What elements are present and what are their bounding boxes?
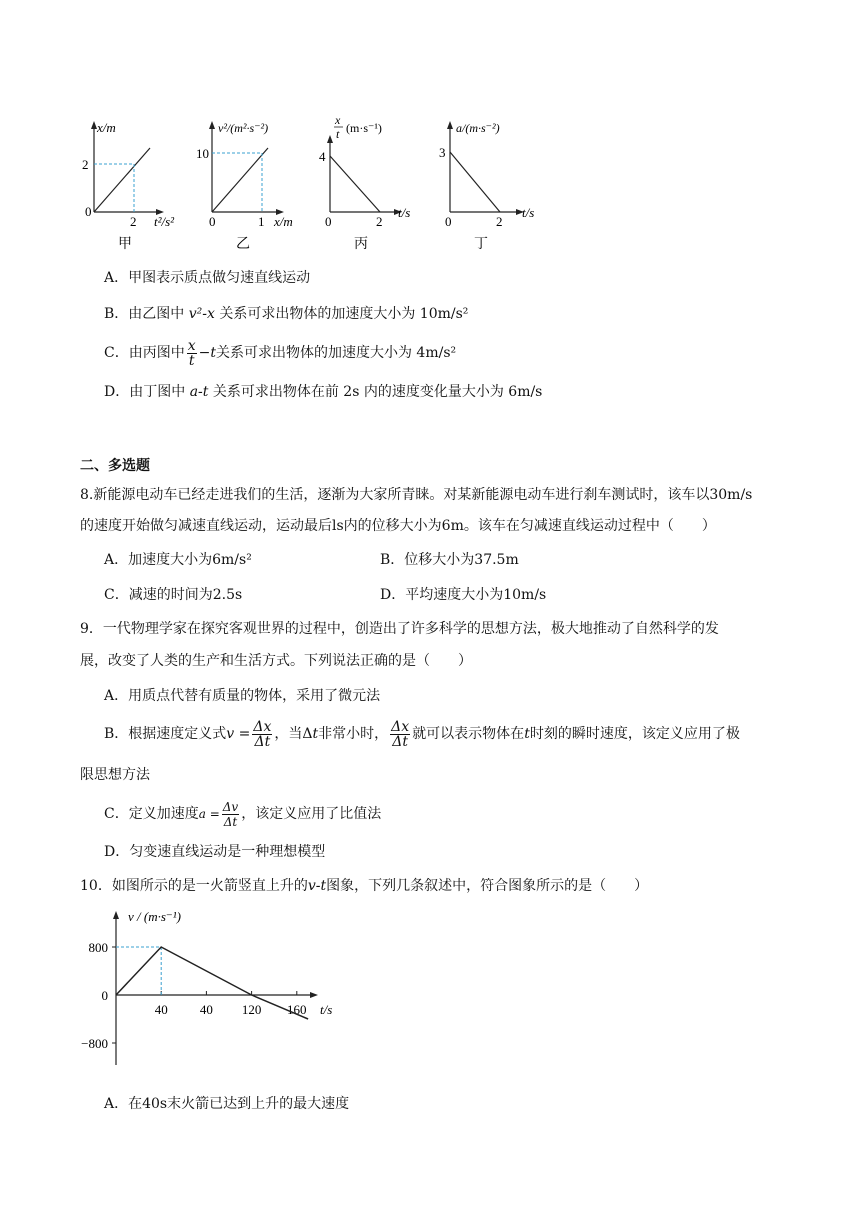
q10-stem-pre: 10．如图所示的是一火箭竖直上升的 <box>80 878 308 894</box>
q7-option-b-var: v²-x <box>188 306 215 322</box>
y-tick-label: 0 <box>101 988 108 1003</box>
q9-option-b-fraction-2 <box>390 720 410 749</box>
chart-x-label: t/s <box>320 1002 333 1017</box>
q8-stem-line1: 8.新能源电动车已经走进我们的生活，逐渐为大家所青睐。对某新能源电动车进行刹车测试时，该车以30m/s <box>80 487 753 503</box>
tick-y: 10 <box>196 146 209 161</box>
graph-ding <box>434 112 544 252</box>
axis-label-x: t/s <box>398 205 411 220</box>
axis-label-y-unit: (m·s⁻¹) <box>346 121 382 135</box>
axis-label-y: a/(m·s⁻²) <box>456 121 500 135</box>
axis-label-y: v²/(m²·s⁻²) <box>218 121 269 135</box>
tick-y: 3 <box>439 145 446 160</box>
q9-stem-line2: 展，改变了人类的生产和生活方式。下列说法正确的是（ ） <box>80 653 472 669</box>
q8-option-d: D．平均速度大小为10m/s <box>380 587 547 603</box>
frac-den: Δt <box>392 733 409 750</box>
q7-option-c-fraction <box>187 339 197 368</box>
frac-num: Δx <box>253 718 272 735</box>
frac-num: x <box>187 337 196 354</box>
tick-origin: 0 <box>445 214 452 229</box>
q8-option-a: A．加速度大小为6m/s² <box>104 552 252 568</box>
y-axis-arrow <box>113 911 119 919</box>
q9-option-b-line2: 限思想方法 <box>80 767 150 783</box>
tick-origin: 0 <box>85 204 92 219</box>
q9-option-c-a: a = <box>198 807 220 821</box>
q9-option-b-v: v = <box>226 726 251 742</box>
graph-bing <box>316 112 426 252</box>
q7-option-c-mid: −t <box>198 345 216 361</box>
q8-stem-line2: 的速度开始做匀减速直线运动，运动最后ls内的位移大小为6m。该车在匀减速直线运动过程中（ ） <box>80 518 716 534</box>
frac-den: Δt <box>254 733 271 750</box>
axis-label-x: t/s <box>522 205 535 220</box>
q9-stem-line1: 9．一代物理学家在探究客观世界的过程中，创造出了许多科学的思想方法，极大地推动了自然科学的发 <box>80 621 719 637</box>
q9-option-b <box>104 716 740 752</box>
x-tick-label: 40 <box>154 1002 168 1017</box>
q8-option-b: B．位移大小为37.5m <box>380 552 519 568</box>
x-tick-label: 40 <box>199 1002 213 1017</box>
q7-option-c-post: 关系可求出物体的加速度大小为 4m/s² <box>215 345 457 361</box>
q9-option-b-t: t <box>312 726 319 742</box>
q10-option-a: A．在40s末火箭已达到上升的最大速度 <box>104 1096 350 1112</box>
graph-yi <box>196 112 316 252</box>
q9-option-a: A．用质点代替有质量的物体，采用了微元法 <box>104 688 381 704</box>
q7-option-b <box>104 304 468 324</box>
q9-option-b-mid3: 就可以表示物体在 <box>412 726 525 742</box>
q9-option-c-pre: C．定义加速度 <box>104 806 199 822</box>
q7-option-c <box>104 336 456 370</box>
axis-label-x: t²/s² <box>154 214 175 229</box>
q9-option-c-post: ，该定义应用了比值法 <box>241 806 382 822</box>
graph-caption: 甲 <box>118 237 132 252</box>
graph-caption: 丁 <box>474 237 488 252</box>
graph-jia <box>78 112 188 252</box>
q7-option-d-var: a-t <box>189 384 209 400</box>
frac-num: Δx <box>391 718 410 735</box>
q10-stem-post: 图象，下列几条叙述中，符合图象所示的是（ ） <box>326 878 649 894</box>
axis-label-y-num: x <box>335 113 341 127</box>
q8-option-c: C．减速的时间为2.5s <box>104 587 243 603</box>
q9-option-b-fraction <box>252 720 272 749</box>
tick-y: 4 <box>319 149 326 164</box>
x-tick-label: 120 <box>241 1002 262 1017</box>
q9-option-c-fraction <box>222 800 239 829</box>
q7-option-d-post: 关系可求出物体在前 2s 内的速度变化量大小为 6m/s <box>208 384 543 400</box>
tick-origin: 0 <box>209 214 216 229</box>
q7-option-b-post: 关系可求出物体的加速度大小为 10m/s² <box>214 306 469 322</box>
tick-x: 2 <box>130 214 137 229</box>
q9-option-c <box>104 797 381 831</box>
tick-origin: 0 <box>325 214 332 229</box>
frac-den: t <box>188 352 195 369</box>
q7-option-d-pre: D．由丁图中 <box>104 384 190 400</box>
x-tick-label: 160 <box>287 1002 307 1017</box>
y-tick-label: 800 <box>88 940 108 955</box>
q10-stem <box>80 876 648 896</box>
tick-y: 2 <box>82 157 89 172</box>
q9-option-b-mid2: 非常小时， <box>318 726 389 742</box>
section-title: 二、多选题 <box>80 458 150 474</box>
axis-label-y: x/m <box>97 120 116 135</box>
q7-option-b-pre: B．由乙图中 <box>104 306 189 322</box>
q7-option-c-pre: C．由丙图中 <box>104 345 185 361</box>
q7-option-a: A．甲图表示质点做匀速直线运动 <box>104 270 311 286</box>
q7-option-d <box>104 382 542 402</box>
q10-stem-var: v-t <box>307 878 327 894</box>
tick-x: 2 <box>376 214 383 229</box>
q9-option-d: D．匀变速直线运动是一种理想模型 <box>104 844 326 860</box>
y-tick-label: −800 <box>81 1036 108 1051</box>
x-axis-arrow <box>310 992 318 998</box>
q9-option-b-mid4: 时刻的瞬时速度，该定义应用了极 <box>529 726 740 742</box>
graph-caption: 丙 <box>354 237 368 252</box>
vt-chart <box>72 905 362 1075</box>
graph-caption: 乙 <box>236 237 250 252</box>
q9-option-b-mid1: ，当Δ <box>274 726 313 742</box>
tick-x: 1 <box>258 214 265 229</box>
frac-den: Δt <box>223 814 238 829</box>
chart-y-label: v / (m·s⁻¹) <box>128 909 181 924</box>
q9-option-b-pre: B．根据速度定义式 <box>104 726 227 742</box>
frac-num: Δv <box>222 799 239 814</box>
axis-label-x: x/m <box>274 214 293 229</box>
q9-option-b-t2: t <box>524 726 530 742</box>
axis-label-y-den: t <box>336 127 340 141</box>
tick-x: 2 <box>496 214 503 229</box>
